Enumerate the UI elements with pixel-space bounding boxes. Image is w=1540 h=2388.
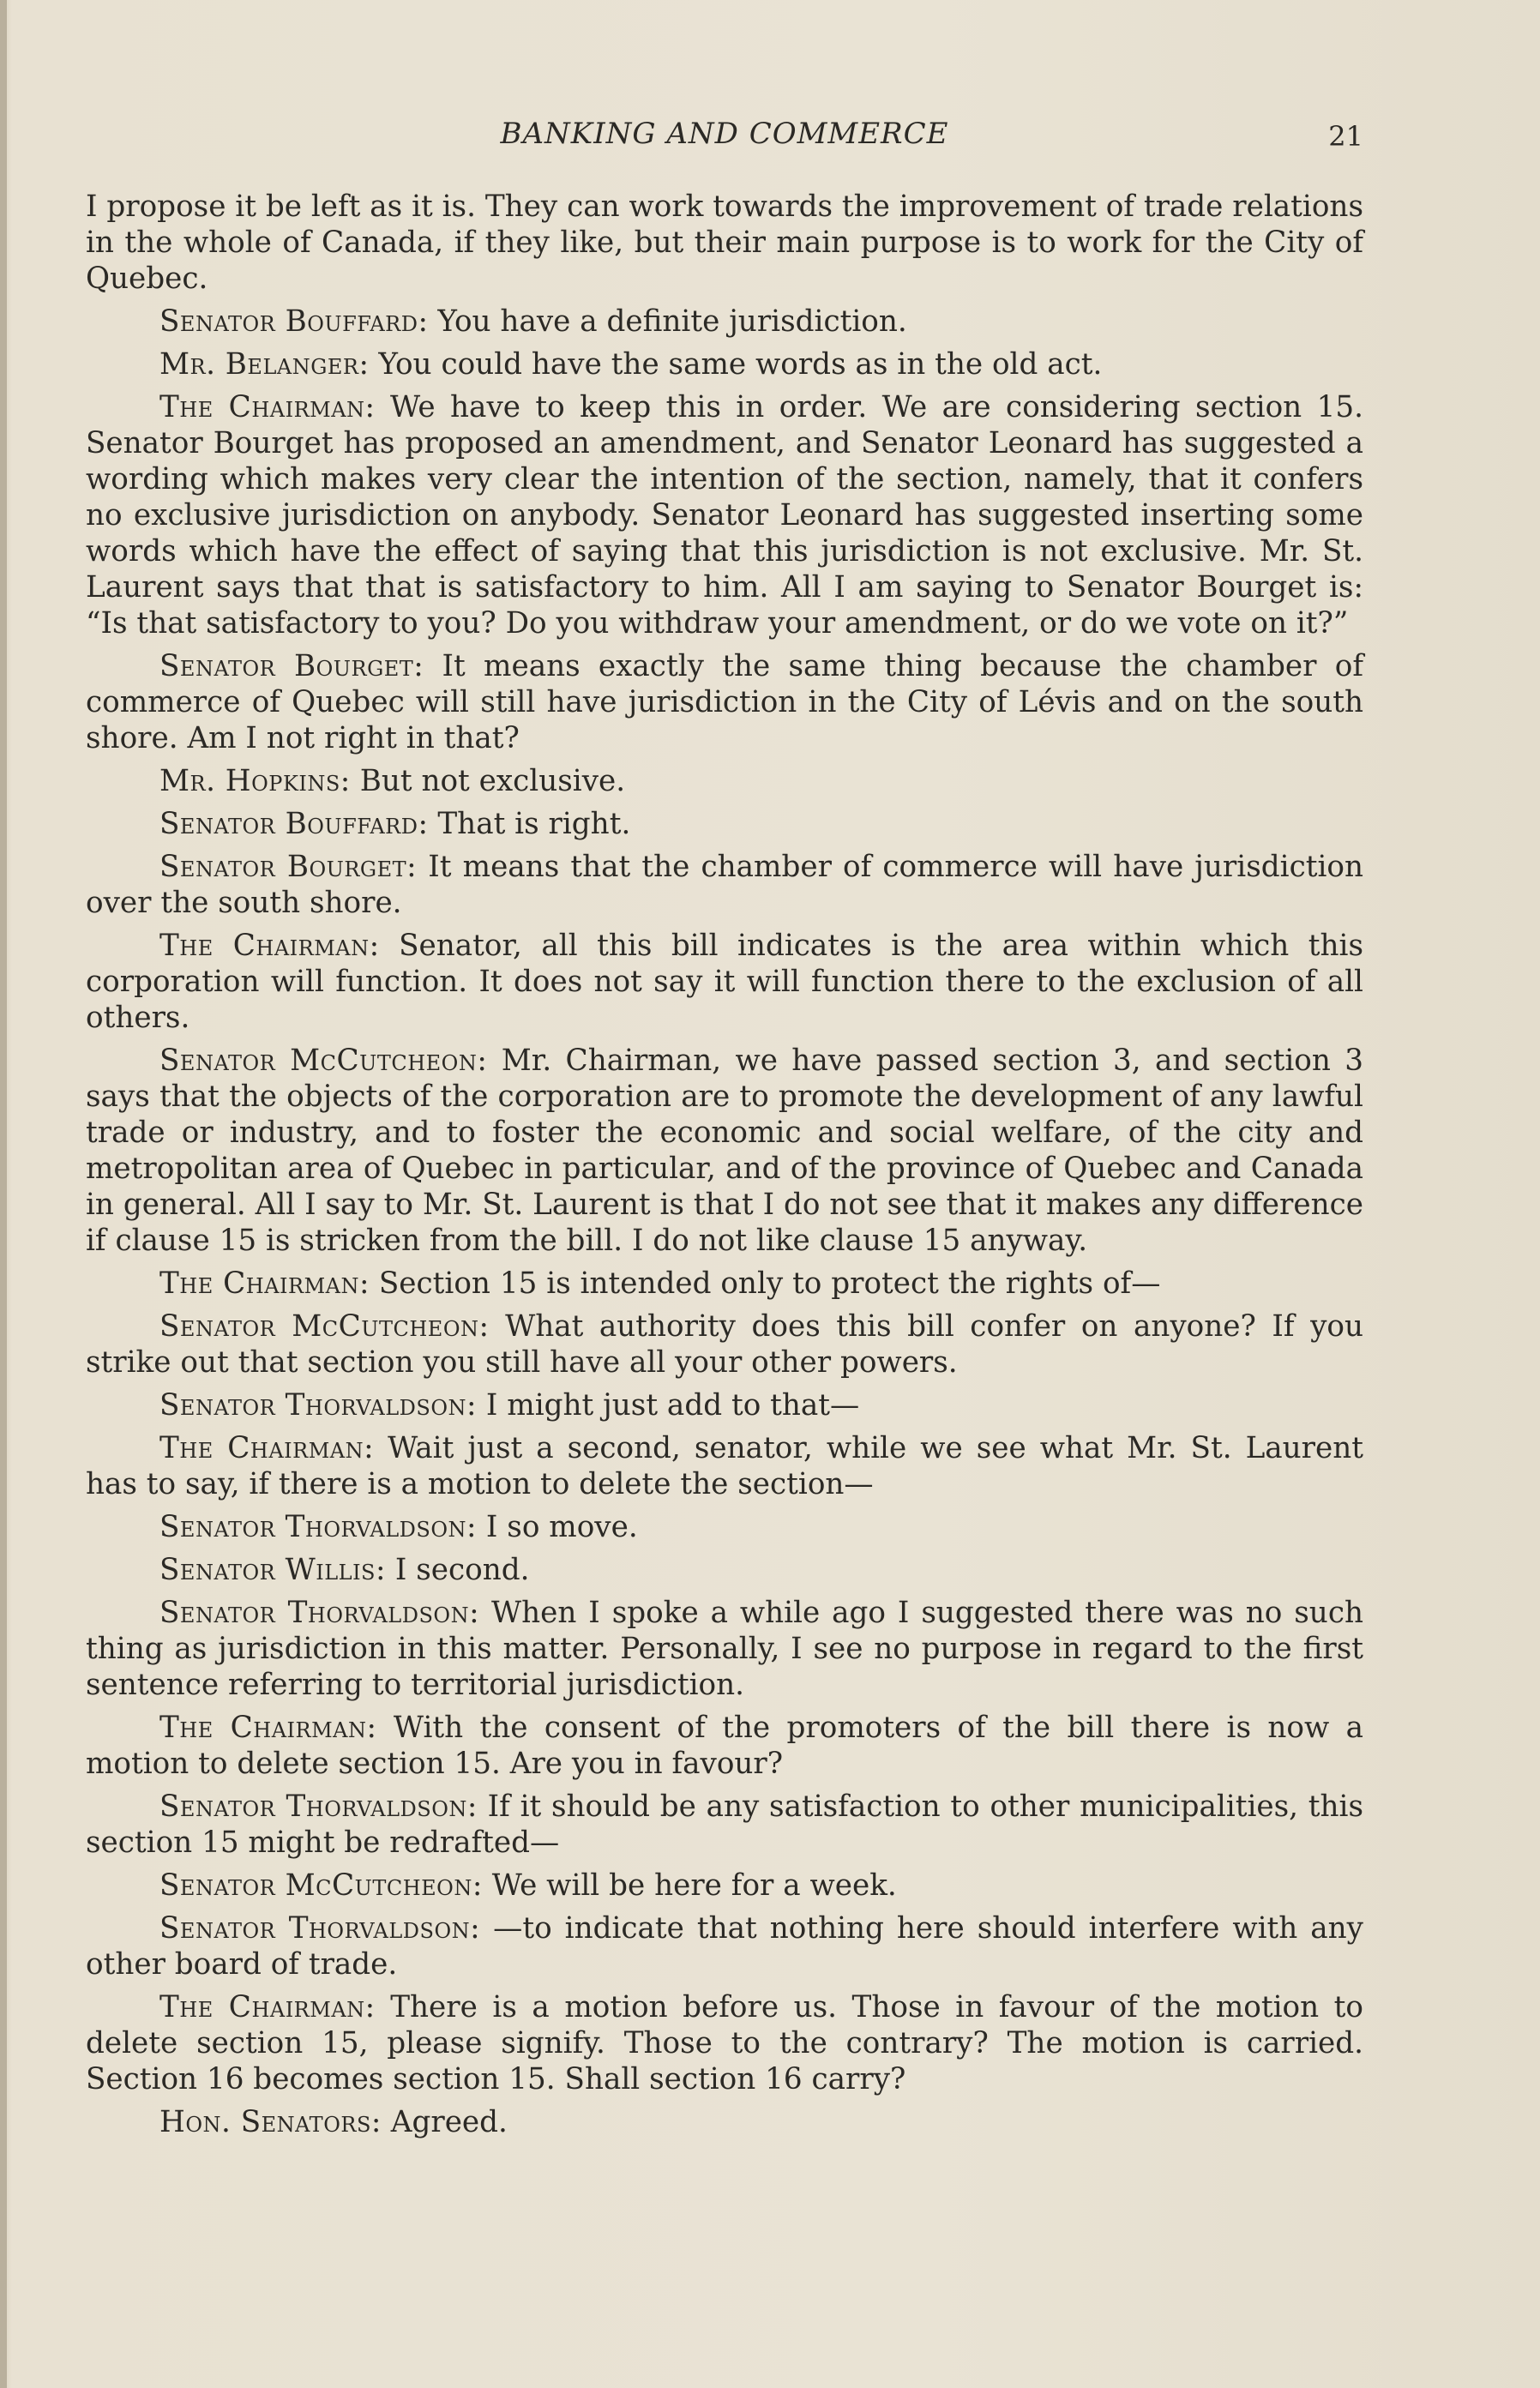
speaker-name: Hon. Senators:	[159, 2105, 382, 2139]
speaker-name: Senator Willis:	[159, 1553, 387, 1587]
speaker-name: Senator McCutcheon:	[159, 1309, 490, 1344]
paragraph-text: I so move.	[477, 1510, 638, 1544]
paragraph-text: It means that the chamber of commerce will have jurisdiction over the south shore.	[86, 850, 1363, 920]
paragraph	[86, 1595, 1363, 1703]
page-binding-edge	[0, 0, 7, 2388]
paragraph	[86, 1710, 1363, 1782]
paragraph	[86, 304, 1363, 340]
paragraph	[86, 763, 1363, 799]
speaker-name: Senator Thorvaldson:	[159, 1911, 481, 1946]
paragraph	[86, 1266, 1363, 1302]
speaker-name: Senator McCutcheon:	[159, 1868, 483, 1903]
speaker-name: The Chairman:	[159, 390, 376, 424]
speaker-name: Senator Thorvaldson:	[159, 1510, 478, 1544]
speaker-name: Senator Bourget:	[159, 649, 424, 683]
speaker-name: Senator McCutcheon:	[159, 1044, 488, 1078]
running-title: BANKING AND COMMERCE	[500, 117, 949, 151]
speaker-name: The Chairman:	[159, 1431, 375, 1465]
paragraph-text: When I spoke a while ago I suggested there was no such thing as jurisdiction in this matter. Personally, I see no purpose in regard to the first sentence referring to territorial jurisdiction.	[86, 1596, 1363, 1702]
paragraph	[86, 1387, 1363, 1423]
paragraph	[86, 346, 1363, 382]
paragraph	[86, 1868, 1363, 1904]
paragraph-text: With the consent of the promoters of the bill there is now a motion to delete section 15. Are you in favour?	[86, 1711, 1363, 1781]
paragraph-text: Senator, all this bill indicates is the area within which this corporation will function. It does not say it will function there to the exclusion of all others.	[86, 929, 1363, 1035]
paragraph-text: We will be here for a week.	[482, 1868, 897, 1903]
paragraph-text: Agreed.	[381, 2105, 508, 2139]
paragraph-text: It means exactly the same thing because the chamber of commerce of Quebec will still have jurisdiction in the City of Lévis and on the south shore. Am I not right in that?	[86, 649, 1363, 755]
speaker-name: Senator Bouffard:	[159, 807, 429, 841]
paragraph	[86, 928, 1363, 1036]
speaker-name: Senator Thorvaldson:	[159, 1388, 478, 1423]
paragraph-text: But not exclusive.	[350, 764, 626, 798]
paragraph	[86, 849, 1363, 921]
speaker-name: Mr. Belanger:	[159, 347, 370, 382]
paragraph-text: I second.	[386, 1553, 530, 1587]
paragraph	[86, 1308, 1363, 1380]
paragraph	[86, 389, 1363, 641]
paragraph	[86, 806, 1363, 842]
page-header	[86, 117, 1363, 159]
paragraph-text: We have to keep this in order. We are considering section 15. Senator Bourget has proposed an amendment, and Senator Leonard has suggested a wording which makes very clear the intention of the section, namely, that it confers no exclusive jurisdiction on anybody. Senator Leonard has suggested inserting some words which have the effect of saying that this jurisdiction is not exclusive. Mr. St. Laurent says that that is satisfactory to him. All I am saying to Senator Bourget is: “Is that satisfactory to you? Do you withdraw your amendment, or do we vote on it?”	[86, 390, 1364, 641]
paragraph	[86, 1789, 1363, 1861]
page-body	[86, 189, 1363, 2147]
paragraph	[86, 1552, 1363, 1588]
paragraph-text: Section 15 is intended only to protect the rights of—	[370, 1266, 1161, 1301]
paragraph	[86, 189, 1363, 297]
paragraph-text: I might just add to that—	[477, 1388, 860, 1423]
speaker-name: The Chairman:	[159, 1711, 377, 1745]
paragraph-text: What authority does this bill confer on anyone? If you strike out that section you still have all your other powers.	[86, 1309, 1363, 1380]
paragraph-text: Wait just a second, senator, while we see what Mr. St. Laurent has to say, if there is a motion to delete the section—	[86, 1431, 1363, 1501]
paragraph-text: If it should be any satisfaction to other municipalities, this section 15 might be redrafted—	[86, 1789, 1363, 1860]
speaker-name: The Chairman:	[159, 929, 380, 963]
paragraph-text: —to indicate that nothing here should interfere with any other board of trade.	[86, 1911, 1363, 1982]
paragraph	[86, 648, 1363, 756]
paragraph-text: I propose it be left as it is. They can work towards the improvement of trade relations in the whole of Canada, if they like, but their main purpose is to work for the City of Quebec.	[86, 189, 1363, 296]
speaker-name: Senator Bourget:	[159, 850, 418, 884]
paragraph-text: That is right.	[428, 807, 631, 841]
speaker-name: Mr. Hopkins:	[159, 764, 351, 798]
speaker-name: Senator Thorvaldson:	[159, 1596, 480, 1630]
paragraph-text: There is a motion before us. Those in favour of the motion to delete section 15, please signify. Those to the contrary? The motion is carried. Section 16 becomes section 15. Shall section 16 carry?	[86, 1990, 1364, 2096]
paragraph-text: You could have the same words as in the old act.	[369, 347, 1103, 382]
paragraph	[86, 1509, 1363, 1545]
paragraph	[86, 1043, 1363, 1259]
speaker-name: Senator Bouffard:	[159, 304, 429, 339]
speaker-name: The Chairman:	[159, 1990, 376, 2024]
paragraph	[86, 1430, 1363, 1502]
paragraph	[86, 1989, 1363, 2097]
speaker-name: The Chairman:	[159, 1266, 370, 1301]
paragraph	[86, 1910, 1363, 1982]
paragraph-text: You have a definite jurisdiction.	[428, 304, 907, 339]
paragraph	[86, 2104, 1363, 2140]
paragraph-text: Mr. Chairman, we have passed section 3, and section 3 says that the objects of the corporation are to promote the development of any lawful trade or industry, and to foster the economic and social welfare, of the city and metropolitan area of Quebec in particular, and of the province of Quebec and Canada in general. All I say to Mr. St. Laurent is that I do not see that it makes any difference if clause 15 is stricken from the bill. I do not like clause 15 anyway.	[86, 1044, 1363, 1258]
page-number: 21	[1328, 120, 1363, 153]
speaker-name: Senator Thorvaldson:	[159, 1789, 478, 1824]
